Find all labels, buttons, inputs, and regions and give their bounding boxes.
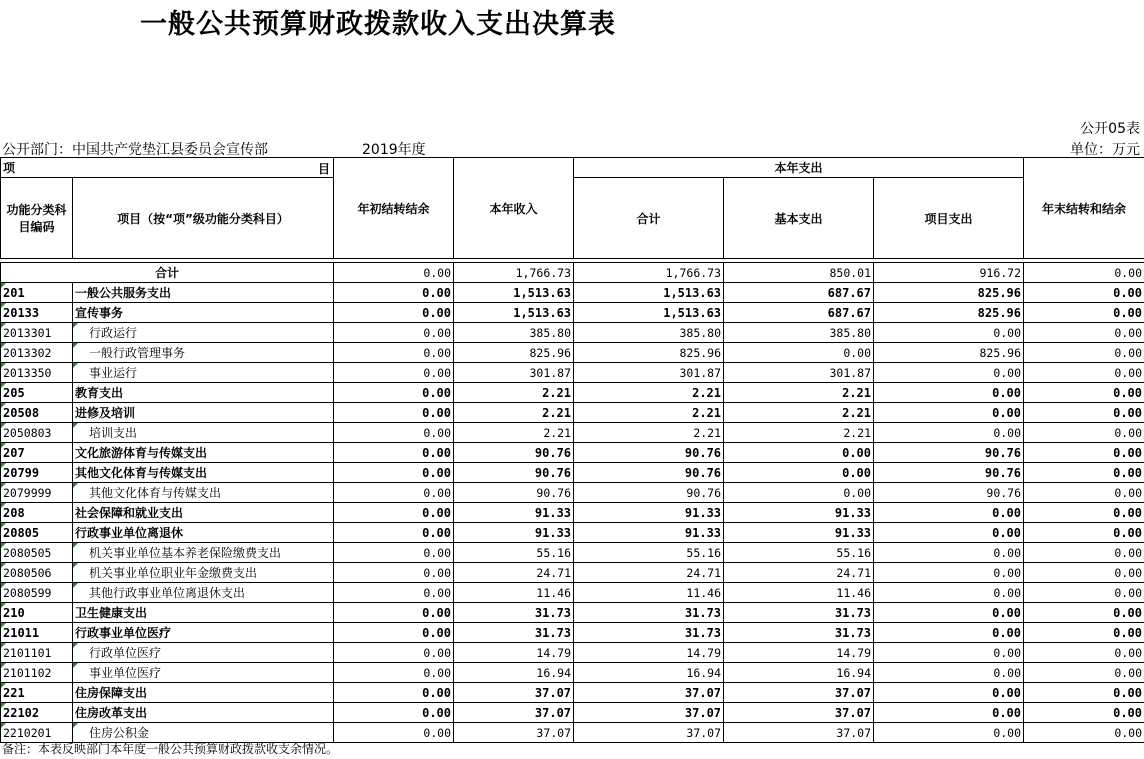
- value-cell: 90.76: [874, 483, 1024, 503]
- total-row-label: 合计: [1, 263, 334, 283]
- table-row: [1, 683, 1144, 703]
- value-cell: 90.76: [574, 443, 724, 463]
- value-cell: 0.00: [1024, 383, 1144, 403]
- name-cell: 其他文化体育与传媒支出: [73, 483, 334, 503]
- value-cell: 0.00: [334, 603, 454, 623]
- value-cell: 0.00: [334, 463, 454, 483]
- value-cell: 0.00: [1024, 283, 1144, 303]
- code-cell: 20799: [1, 463, 73, 483]
- value-cell: 91.33: [724, 503, 874, 523]
- value-cell: 1,513.63: [574, 303, 724, 323]
- value-cell: 385.80: [574, 323, 724, 343]
- name-cell: 行政单位医疗: [73, 643, 334, 663]
- value-cell: 0.00: [874, 723, 1024, 743]
- value-cell: 385.80: [454, 323, 574, 343]
- value-cell: 825.96: [574, 343, 724, 363]
- value-cell: 0.00: [334, 403, 454, 423]
- value-cell: 0.00: [1024, 603, 1144, 623]
- value-cell: 0.00: [874, 543, 1024, 563]
- value-cell: 0.00: [874, 643, 1024, 663]
- total-row: [1, 263, 1144, 283]
- value-cell: 0.00: [1024, 523, 1144, 543]
- unit-label: 单位：万元: [1070, 142, 1140, 158]
- project-header: 项目支出: [874, 178, 1024, 259]
- value-cell: 90.76: [574, 463, 724, 483]
- table-row: [1, 643, 1144, 663]
- code-cell: 205: [1, 383, 73, 403]
- table-row: [1, 343, 1144, 363]
- name-cell: 社会保障和就业支出: [73, 503, 334, 523]
- code-cell: 20133: [1, 303, 73, 323]
- code-cell: 208: [1, 503, 73, 523]
- value-cell: 0.00: [334, 643, 454, 663]
- name-cell: 教育支出: [73, 383, 334, 403]
- value-cell: 0.00: [874, 623, 1024, 643]
- name-cell: 机关事业单位基本养老保险缴费支出: [73, 543, 334, 563]
- value-cell: 0.00: [1024, 683, 1144, 703]
- value-cell: 0.00: [1024, 443, 1144, 463]
- name-cell: 事业单位医疗: [73, 663, 334, 683]
- value-cell: 0.00: [334, 723, 454, 743]
- value-cell: 90.76: [454, 443, 574, 463]
- value-cell: 825.96: [874, 303, 1024, 323]
- value-cell: 0.00: [1024, 583, 1144, 603]
- income-header: 本年收入: [454, 158, 574, 259]
- name-cell: 行政事业单位离退休: [73, 523, 334, 543]
- code-cell: 2013301: [1, 323, 73, 343]
- value-cell: 0.00: [874, 603, 1024, 623]
- code-cell: 2050803: [1, 423, 73, 443]
- name-cell: 事业运行: [73, 363, 334, 383]
- value-cell: 37.07: [574, 683, 724, 703]
- value-cell: 0.00: [724, 443, 874, 463]
- total-header: 合计: [574, 178, 724, 259]
- item-header-right: 目: [318, 162, 331, 176]
- value-cell: 0.00: [1024, 503, 1144, 523]
- value-cell: 37.07: [724, 703, 874, 723]
- value-cell: 0.00: [1024, 663, 1144, 683]
- year-label: 2019年度: [362, 142, 426, 158]
- value-cell: 385.80: [724, 323, 874, 343]
- value-cell: 14.79: [724, 643, 874, 663]
- value-cell: 0.00: [334, 503, 454, 523]
- form-number: 公开05表: [1080, 121, 1140, 137]
- value-cell: 0.00: [334, 423, 454, 443]
- total-cell: 916.72: [874, 263, 1024, 283]
- name-cell: 其他行政事业单位离退休支出: [73, 583, 334, 603]
- value-cell: 90.76: [874, 443, 1024, 463]
- table-row: [1, 603, 1144, 623]
- table-row: [1, 303, 1144, 323]
- value-cell: 37.07: [574, 723, 724, 743]
- name-cell: 一般公共服务支出: [73, 283, 334, 303]
- code-cell: 221: [1, 683, 73, 703]
- value-cell: 37.07: [724, 723, 874, 743]
- value-cell: 0.00: [334, 303, 454, 323]
- value-cell: 0.00: [874, 523, 1024, 543]
- value-cell: 91.33: [454, 523, 574, 543]
- value-cell: 14.79: [454, 643, 574, 663]
- value-cell: 0.00: [1024, 543, 1144, 563]
- value-cell: 37.07: [454, 723, 574, 743]
- value-cell: 0.00: [334, 383, 454, 403]
- value-cell: 24.71: [574, 563, 724, 583]
- value-cell: 825.96: [874, 343, 1024, 363]
- value-cell: 687.67: [724, 303, 874, 323]
- table-row: [1, 283, 1144, 303]
- end-balance-header: 年末结转和结余: [1024, 158, 1144, 259]
- value-cell: 31.73: [454, 603, 574, 623]
- value-cell: 16.94: [454, 663, 574, 683]
- value-cell: 0.00: [334, 343, 454, 363]
- value-cell: 91.33: [724, 523, 874, 543]
- total-cell: 1,766.73: [454, 263, 574, 283]
- total-cell: 0.00: [334, 263, 454, 283]
- value-cell: 0.00: [874, 383, 1024, 403]
- code-cell: 210: [1, 603, 73, 623]
- value-cell: 0.00: [1024, 623, 1144, 643]
- value-cell: 0.00: [874, 363, 1024, 383]
- value-cell: 55.16: [454, 543, 574, 563]
- name-cell: 宣传事务: [73, 303, 334, 323]
- value-cell: 0.00: [334, 283, 454, 303]
- value-cell: 2.21: [574, 383, 724, 403]
- value-cell: 0.00: [874, 703, 1024, 723]
- item-header: [1, 158, 334, 178]
- name-cell: 培训支出: [73, 423, 334, 443]
- code-cell: 201: [1, 283, 73, 303]
- value-cell: 0.00: [334, 623, 454, 643]
- code-cell: 20805: [1, 523, 73, 543]
- value-cell: 0.00: [334, 363, 454, 383]
- value-cell: 0.00: [334, 483, 454, 503]
- value-cell: 0.00: [1024, 343, 1144, 363]
- value-cell: 0.00: [874, 503, 1024, 523]
- code-cell: 2079999: [1, 483, 73, 503]
- value-cell: 90.76: [574, 483, 724, 503]
- value-cell: 2.21: [454, 383, 574, 403]
- table-row: [1, 383, 1144, 403]
- table-row: [1, 503, 1144, 523]
- basic-header: 基本支出: [724, 178, 874, 259]
- value-cell: 31.73: [454, 623, 574, 643]
- value-cell: 0.00: [874, 583, 1024, 603]
- value-cell: 825.96: [454, 343, 574, 363]
- table-row: [1, 583, 1144, 603]
- table-row: [1, 623, 1144, 643]
- table-row: [1, 663, 1144, 683]
- code-cell: 207: [1, 443, 73, 463]
- value-cell: 0.00: [1024, 423, 1144, 443]
- name-cell: 进修及培训: [73, 403, 334, 423]
- value-cell: 0.00: [334, 703, 454, 723]
- table-row: [1, 543, 1144, 563]
- value-cell: 1,513.63: [454, 303, 574, 323]
- value-cell: 687.67: [724, 283, 874, 303]
- value-cell: 31.73: [724, 603, 874, 623]
- value-cell: 301.87: [574, 363, 724, 383]
- value-cell: 2.21: [724, 383, 874, 403]
- value-cell: 0.00: [1024, 303, 1144, 323]
- value-cell: 2.21: [454, 423, 574, 443]
- value-cell: 24.71: [454, 563, 574, 583]
- value-cell: 11.46: [574, 583, 724, 603]
- code-cell: 2080505: [1, 543, 73, 563]
- code-cell: 2080599: [1, 583, 73, 603]
- value-cell: 0.00: [724, 463, 874, 483]
- value-cell: 0.00: [724, 343, 874, 363]
- value-cell: 301.87: [454, 363, 574, 383]
- table-row: [1, 483, 1144, 503]
- code-cell: 2013302: [1, 343, 73, 363]
- value-cell: 16.94: [574, 663, 724, 683]
- value-cell: 2.21: [724, 403, 874, 423]
- code-cell: 2101101: [1, 643, 73, 663]
- table-row: [1, 403, 1144, 423]
- value-cell: 0.00: [1024, 703, 1144, 723]
- name-cell: 机关事业单位职业年金缴费支出: [73, 563, 334, 583]
- name-cell: 一般行政管理事务: [73, 343, 334, 363]
- item-header-left: 项: [3, 161, 16, 175]
- page-title: 一般公共预算财政拨款收入支出决算表: [140, 9, 616, 40]
- value-cell: 0.00: [1024, 643, 1144, 663]
- value-cell: 301.87: [724, 363, 874, 383]
- value-cell: 2.21: [724, 423, 874, 443]
- name-cell: 住房保障支出: [73, 683, 334, 703]
- code-cell: 2080506: [1, 563, 73, 583]
- value-cell: 0.00: [1024, 323, 1144, 343]
- value-cell: 91.33: [574, 503, 724, 523]
- department-label: 公开部门：中国共产党垫江县委员会宣传部: [2, 142, 268, 158]
- value-cell: 11.46: [724, 583, 874, 603]
- name-cell: 住房改革支出: [73, 703, 334, 723]
- value-cell: 0.00: [334, 443, 454, 463]
- value-cell: 31.73: [724, 623, 874, 643]
- value-cell: 0.00: [334, 523, 454, 543]
- name-cell: 文化旅游体育与传媒支出: [73, 443, 334, 463]
- value-cell: 0.00: [874, 323, 1024, 343]
- value-cell: 0.00: [1024, 403, 1144, 423]
- value-cell: 0.00: [334, 683, 454, 703]
- value-cell: 31.73: [574, 603, 724, 623]
- code-cell: 2210201: [1, 723, 73, 743]
- total-cell: 0.00: [1024, 263, 1144, 283]
- code-cell: 2101102: [1, 663, 73, 683]
- table-row: [1, 423, 1144, 443]
- value-cell: 2.21: [574, 403, 724, 423]
- value-cell: 2.21: [574, 423, 724, 443]
- total-cell: 850.01: [724, 263, 874, 283]
- table-body: [1, 259, 1144, 743]
- value-cell: 0.00: [334, 323, 454, 343]
- value-cell: 1,513.63: [574, 283, 724, 303]
- value-cell: 0.00: [874, 683, 1024, 703]
- name-cell: 其他文化体育与传媒支出: [73, 463, 334, 483]
- value-cell: 0.00: [334, 663, 454, 683]
- code-header: 功能分类科目编码: [1, 178, 73, 259]
- table-row: [1, 703, 1144, 723]
- name-cell: 住房公积金: [73, 723, 334, 743]
- value-cell: 1,513.63: [454, 283, 574, 303]
- value-cell: 55.16: [724, 543, 874, 563]
- value-cell: 16.94: [724, 663, 874, 683]
- value-cell: 37.07: [724, 683, 874, 703]
- value-cell: 2.21: [454, 403, 574, 423]
- name-cell: 行政事业单位医疗: [73, 623, 334, 643]
- value-cell: 0.00: [874, 423, 1024, 443]
- value-cell: 55.16: [574, 543, 724, 563]
- value-cell: 0.00: [874, 663, 1024, 683]
- code-cell: 2013350: [1, 363, 73, 383]
- value-cell: 0.00: [334, 583, 454, 603]
- name-cell: 行政运行: [73, 323, 334, 343]
- code-cell: 20508: [1, 403, 73, 423]
- table-row: [1, 463, 1144, 483]
- value-cell: 90.76: [874, 463, 1024, 483]
- code-cell: 21011: [1, 623, 73, 643]
- value-cell: 91.33: [574, 523, 724, 543]
- table-row: [1, 523, 1144, 543]
- value-cell: 0.00: [1024, 463, 1144, 483]
- value-cell: 0.00: [724, 483, 874, 503]
- value-cell: 90.76: [454, 463, 574, 483]
- begin-balance-header: 年初结转结余: [334, 158, 454, 259]
- value-cell: 0.00: [1024, 483, 1144, 503]
- value-cell: 0.00: [1024, 363, 1144, 383]
- expense-header: 本年支出: [574, 158, 1024, 178]
- value-cell: 31.73: [574, 623, 724, 643]
- value-cell: 37.07: [454, 703, 574, 723]
- name-cell: 卫生健康支出: [73, 603, 334, 623]
- value-cell: 0.00: [334, 563, 454, 583]
- value-cell: 37.07: [454, 683, 574, 703]
- table-row: [1, 443, 1144, 463]
- value-cell: 90.76: [454, 483, 574, 503]
- code-cell: 22102: [1, 703, 73, 723]
- name-header: 项目（按“项”级功能分类科目）: [73, 178, 334, 259]
- value-cell: 24.71: [724, 563, 874, 583]
- value-cell: 0.00: [1024, 723, 1144, 743]
- value-cell: 0.00: [874, 403, 1024, 423]
- value-cell: 91.33: [454, 503, 574, 523]
- budget-table: [0, 157, 1144, 743]
- value-cell: 37.07: [574, 703, 724, 723]
- table-row: [1, 323, 1144, 343]
- value-cell: 14.79: [574, 643, 724, 663]
- table-row: [1, 363, 1144, 383]
- footnote: 备注：本表反映部门本年度一般公共预算财政拨款收支余情况。: [2, 742, 339, 756]
- table-row: [1, 563, 1144, 583]
- value-cell: 0.00: [334, 543, 454, 563]
- value-cell: 0.00: [1024, 563, 1144, 583]
- total-cell: 1,766.73: [574, 263, 724, 283]
- value-cell: 11.46: [454, 583, 574, 603]
- value-cell: 0.00: [874, 563, 1024, 583]
- value-cell: 825.96: [874, 283, 1024, 303]
